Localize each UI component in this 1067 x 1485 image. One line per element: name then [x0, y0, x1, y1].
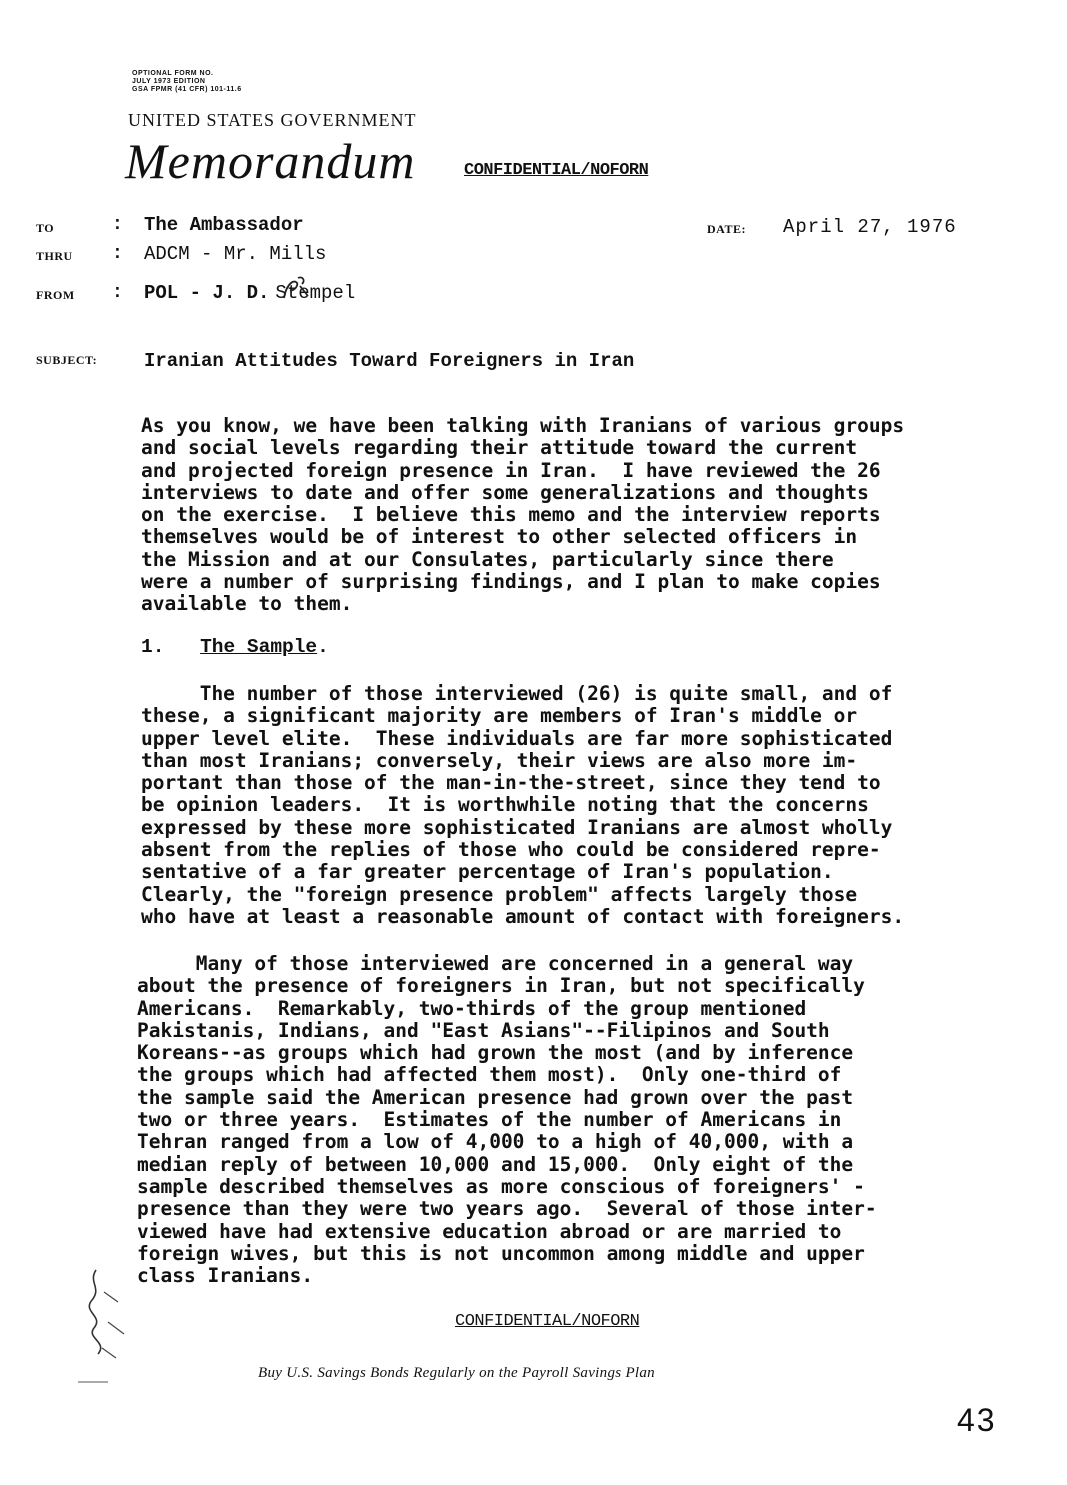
subject-value: Iranian Attitudes Toward Foreigners in Iran [144, 350, 635, 372]
date-label: DATE: [707, 222, 746, 236]
agency-name: UNITED STATES GOVERNMENT [128, 110, 417, 130]
from-value [144, 282, 355, 304]
handwritten-margin-mark [68, 1262, 138, 1407]
classification-header: CONFIDENTIAL/NOFORN [464, 161, 649, 180]
intro-paragraph: As you know, we have been talking with Iranians of various groups and social levels regarding their attitude toward the current and projected foreign presence in Iran. I have reviewed the 26 interviews to date and offer some generalizations and thoughts on the exercise. I believe this memo and the interview reports themselves would be of interest to other selected officers in the Mission and at our Consulates, particularly since there were a number of surprising findings, and I plan to make copies available to them. [141, 414, 905, 616]
section-title: The Sample [200, 636, 318, 658]
classification-footer: CONFIDENTIAL/NOFORN [455, 1312, 640, 1331]
from-colon: : [112, 283, 123, 303]
date-value: April 27, 1976 [783, 216, 957, 238]
from-value-prefix: POL - J. D. [144, 282, 270, 304]
form-id-line: OPTIONAL FORM NO. [132, 70, 214, 77]
from-label: FROM [36, 288, 75, 302]
memo-title: Memorandum [125, 133, 416, 189]
form-id-line: GSA FPMR (41 CFR) 101-11.6 [132, 86, 242, 93]
to-colon: : [112, 215, 123, 235]
sample-paragraph-2: Many of those interviewed are concerned in a general way about the presence of foreigners in Iran, but not specifically Americans. Remarkably, two-thirds of the group mentioned Pakistanis, Indians, and "East Asians"--Filipinos and South Koreans--as groups which had grown the most (and by inference the groups which had affected them most). Only one-third of the sample said the American presence had grown over the past two or three years. Estimates of the number of Americans in Tehran ranged from a low of 4,000 to a high of 40,000, with a median reply of between 10,000 and 15,000. Only eight of the sample described themselves as more conscious of foreigners' - presence than they were two years ago. Several of those inter- viewed have had extensive education abroad or are married to foreign wives, but this is not uncommon among middle and upper class Iranians. [137, 952, 877, 1288]
from-value-name: Stempel [275, 282, 356, 304]
section-number: 1. [141, 636, 165, 658]
thru-value: ADCM - Mr. Mills [144, 243, 327, 265]
thru-label: THRU [36, 249, 73, 263]
to-label: TO [36, 221, 55, 235]
initials-signature-icon [278, 274, 312, 309]
to-value: The Ambassador [144, 214, 304, 236]
sample-paragraph-1: The number of those interviewed (26) is quite small, and of these, a significant majority are members of Iran's middle or upper level elite. These individuals are far more sophisticated than most Iranians; conversely, their views are also more im- portant than those of the man-in-the-street, since they tend to be opinion leaders. It is worthwhile noting that the concerns expressed by these more sophisticated Iranians are almost wholly absent from the replies of those who could be considered repre- sentative of a far greater percentage of Iran's population. Clearly, the "foreign presence problem" affects largely those who have at least a reasonable amount of contact with foreigners. [141, 682, 905, 928]
section-heading: 1. The Sample. [141, 636, 329, 658]
subject-label: SUBJECT: [36, 353, 98, 367]
page-number: 43 [957, 1402, 997, 1438]
form-id-line: JULY 1973 EDITION [132, 78, 206, 85]
thru-colon: : [112, 244, 123, 264]
form-identifier [132, 70, 242, 94]
savings-bond-slogan: Buy U.S. Savings Bonds Regularly on the Payroll Savings Plan [258, 1365, 655, 1381]
